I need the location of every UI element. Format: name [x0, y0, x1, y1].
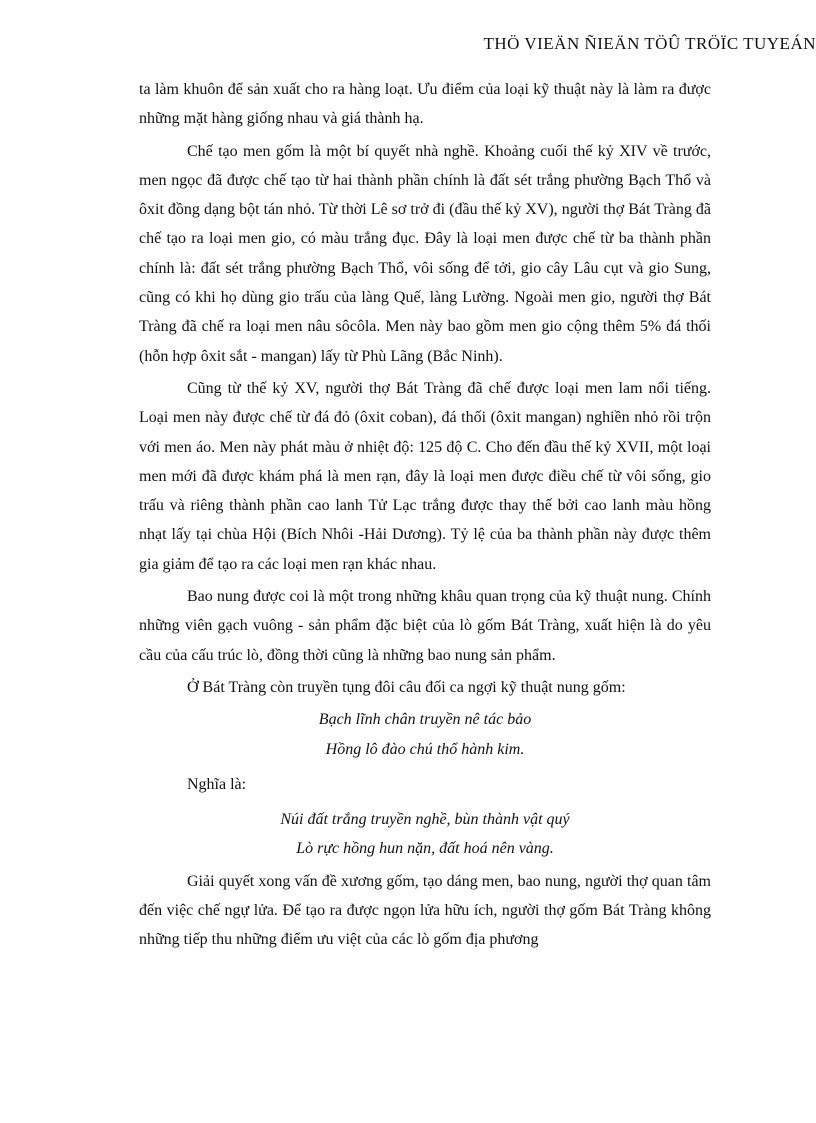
verse-line: Lò rực hồng hun nặn, đất hoá nên vàng. — [296, 840, 554, 858]
verse-line: Bạch lĩnh chân truyền nê tác bảo — [318, 711, 532, 729]
paragraph: Cũng từ thế kỷ XV, người thợ Bát Tràng đã chế được loại men lam nổi tiếng. Loại men này được chế từ đá đỏ (ôxit coban), đá thối (ôxit mangan) nghiền nhỏ rồi trộn với men áo. Men này phát màu ở nhiệt độ: 125 độ C. Cho đến đầu thế kỷ XVII, một loại men mới đã được khám phá là men rạn, đây là loại men được điều chế từ vôi sống, gio trấu và riêng thành phần cao lanh Tử Lạc trắng được thay thế bởi cao lanh màu hồng nhạt lấy tại chùa Hội (Bích Nhôi -Hải Dương). Tỷ lệ của ba thành phần này được thêm gia giảm để tạo ra các loại men rạn khác nhau. — [139, 379, 711, 573]
page-header: THÖ VIEÄN ÑIEÄN TÖÛ TRÖÏC TUYEÁN — [483, 34, 816, 53]
paragraph: ta làm khuôn để sản xuất cho ra hàng loạt. Ưu điểm của loại kỹ thuật này là làm ra được những mặt hàng giống nhau và giá thành hạ. — [139, 81, 711, 128]
verse-couplet — [139, 705, 711, 764]
document-body — [139, 75, 711, 958]
paragraph: Giải quyết xong vấn đề xương gốm, tạo dáng men, bao nung, người thợ quan tâm đến việc chế ngự lửa. Để tạo ra được ngọn lửa hữu ích, người thợ gốm Bát Tràng không những tiếp thu những điểm ưu việt của các lò gốm địa phương — [139, 872, 711, 949]
paragraph: Nghĩa là: — [187, 775, 247, 793]
verse-line: Hồng lô đào chú thổ hành kim. — [325, 740, 525, 758]
verse-line: Núi đất trắng truyền nghề, bùn thành vật quý — [280, 811, 570, 829]
verse-couplet — [139, 805, 711, 864]
paragraph: Ở Bát Tràng còn truyền tụng đôi câu đối ca ngợi kỹ thuật nung gốm: — [187, 678, 626, 696]
paragraph: Chế tạo men gốm là một bí quyết nhà nghề. Khoảng cuối thế kỷ XIV về trước, men ngọc đã được chế tạo từ hai thành phần chính là đất sét trắng phường Bạch Thổ và ôxit đồng dạng bột tán nhỏ. Từ thời Lê sơ trở đi (đầu thế kỷ XV), người thợ Bát Tràng đã chế tạo ra loại men gio, có màu trắng đục. Đây là loại men được chế từ ba thành phần chính là: đất sét trắng phường Bạch Thổ, vôi sống để tởi, gio cây Lâu cụt và gio Sung, cũng có khi họ dùng gio trấu của làng Quế, làng Lường. Ngoài men gio, người thợ Bát Tràng đã chế ra loại men nâu sôcôla. Men này bao gồm men gio cộng thêm 5% đá thối (hỗn hợp ôxit sắt - mangan) lấy từ Phù Lãng (Bắc Ninh). — [139, 142, 711, 365]
paragraph: Bao nung được coi là một trong những khâu quan trọng của kỹ thuật nung. Chính những viên gạch vuông - sản phẩm đặc biệt của lò gốm Bát Tràng, xuất hiện là do yêu cầu của cấu trúc lò, đồng thời cũng là những bao nung sản phẩm. — [139, 588, 711, 664]
